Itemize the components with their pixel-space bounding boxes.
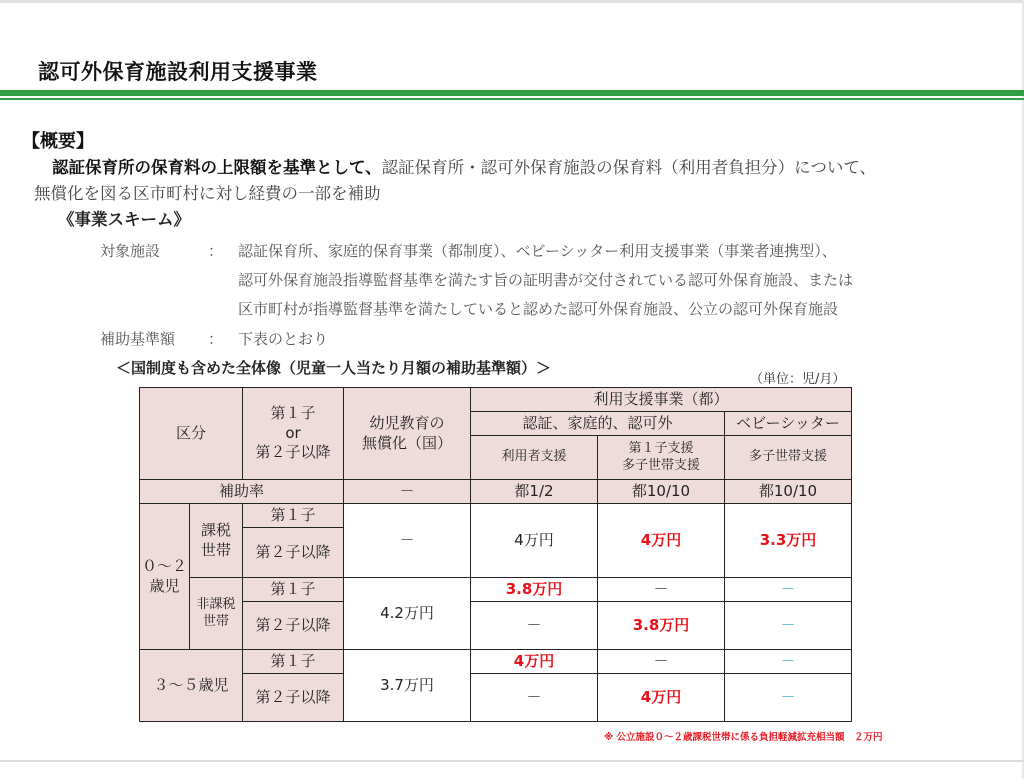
taxed-national-value: － <box>344 504 471 578</box>
untaxed-second-user-value: － <box>471 602 598 650</box>
header-first-support: 第１子支援 <box>628 440 694 456</box>
rate-national: － <box>344 480 471 504</box>
taxed-second-child: 第２子以降 <box>243 528 344 578</box>
target-facilities-colon: ： <box>208 242 224 260</box>
taxed-line2: 世帯 <box>200 540 231 559</box>
age-3-5-label: ３～５歳児 <box>140 650 243 722</box>
subsidy-table <box>139 387 852 722</box>
target-facilities-line-3: 区市町村が指導監督基準を満たしていると認めた認可外保育施設、公立の認可外保育施設 <box>238 300 839 318</box>
subsidy-standard-label: 補助基準額 <box>100 330 176 348</box>
age35-second-baby-value: － <box>725 674 852 722</box>
age-0-2-line1: ０～２ <box>141 557 187 575</box>
overview-summary-line1 <box>52 154 876 178</box>
untaxed-first-baby-value: － <box>725 578 852 602</box>
header-babysitter: ベビーシッター <box>725 412 852 436</box>
window-top-border <box>0 0 1024 3</box>
header-child-second: 第２子以降 <box>255 443 331 462</box>
rate-babysitter: 都10/10 <box>725 480 852 504</box>
untaxed-first-user-value: 3.8万円 <box>471 578 598 602</box>
title-divider-thin <box>0 98 1024 100</box>
untaxed-line1: 非課税 <box>196 596 236 612</box>
overview-summary-bold: 認証保育所の保育料の上限額を基準として、 <box>52 158 382 177</box>
rate-user-support: 都1/2 <box>471 480 598 504</box>
title-divider-thick <box>0 90 1024 96</box>
target-facilities-line-2: 認可外保育施設指導監督基準を満たす旨の証明書が交付されている認可外保育施設、または <box>238 271 854 289</box>
untaxed-second-baby-value: － <box>725 602 852 650</box>
window-bottom-border <box>0 760 1024 762</box>
header-user-support: 利用者支援 <box>471 436 598 480</box>
overview-heading: 【概要】 <box>22 131 94 152</box>
rate-multi-support: 都10/10 <box>598 480 725 504</box>
subsidy-standard-colon: ： <box>208 330 224 348</box>
age-0-2-label <box>140 504 190 650</box>
taxed-babysitter-value: 3.3万円 <box>725 504 852 578</box>
header-national-line1: 幼児教育の <box>369 414 445 432</box>
header-tokyo-program: 利用支援事業（都） <box>471 388 852 412</box>
header-certified-group: 認証、家庭的、認可外 <box>471 412 725 436</box>
header-babysitter-multi: 多子世帯支援 <box>725 436 852 480</box>
age35-first-child: 第１子 <box>243 650 344 674</box>
untaxed-national-value: 4.2万円 <box>344 578 471 650</box>
table-caption: ＜国制度も含めた全体像（児童一人当たり月額の補助基準額）＞ <box>116 359 552 377</box>
age35-first-user-value: 4万円 <box>471 650 598 674</box>
header-category: 区分 <box>140 388 243 480</box>
page-title: 認可外保育施設利用支援事業 <box>38 60 318 84</box>
untaxed-line2: 世帯 <box>202 613 229 629</box>
header-child-or: or <box>285 423 301 442</box>
table-footnote: ※ 公立施設０～２歳課税世帯に係る負担軽減拡充相当額 ２万円 <box>604 732 883 743</box>
untaxed-first-child: 第１子 <box>243 578 344 602</box>
age35-first-baby-value: － <box>725 650 852 674</box>
header-child-first: 第１子 <box>270 404 316 423</box>
overview-summary-rest: 認証保育所・認可外保育施設の保育料（利用者負担分）について、 <box>381 158 877 177</box>
header-child-order <box>243 388 344 480</box>
untaxed-second-multi-value: 3.8万円 <box>598 602 725 650</box>
header-first-multi-support <box>598 436 725 480</box>
age35-second-child: 第２子以降 <box>243 674 344 722</box>
untaxed-first-multi-value: － <box>598 578 725 602</box>
scheme-heading: 《事業スキーム》 <box>58 210 190 229</box>
unit-label: （単位：児/月） <box>750 372 846 387</box>
age35-first-multi-value: － <box>598 650 725 674</box>
taxed-multi-support-value: 4万円 <box>598 504 725 578</box>
age35-second-user-value: － <box>471 674 598 722</box>
taxed-line1: 課税 <box>200 521 231 539</box>
subsidy-standard-text: 下表のとおり <box>238 330 329 348</box>
rate-label: 補助率 <box>140 480 344 504</box>
header-national <box>344 388 471 480</box>
target-facilities-line-1: 認証保育所、家庭的保育事業（都制度）、ベビーシッター利用支援事業（事業者連携型）、 <box>238 242 837 260</box>
taxed-user-support-value: 4万円 <box>471 504 598 578</box>
taxed-household-label <box>190 504 243 578</box>
header-multi-support: 多子世帯支援 <box>621 457 700 473</box>
untaxed-household-label <box>190 578 243 650</box>
age35-national-value: 3.7万円 <box>344 650 471 722</box>
header-national-line2: 無償化（国） <box>361 433 452 452</box>
age-0-2-line2: 歳児 <box>149 576 180 595</box>
untaxed-second-child: 第２子以降 <box>243 602 344 650</box>
overview-summary-line2: 無償化を図る区市町村に対し経費の一部を補助 <box>34 184 381 203</box>
target-facilities-label: 対象施設 <box>100 242 161 260</box>
age35-second-multi-value: 4万円 <box>598 674 725 722</box>
taxed-first-child: 第１子 <box>243 504 344 528</box>
